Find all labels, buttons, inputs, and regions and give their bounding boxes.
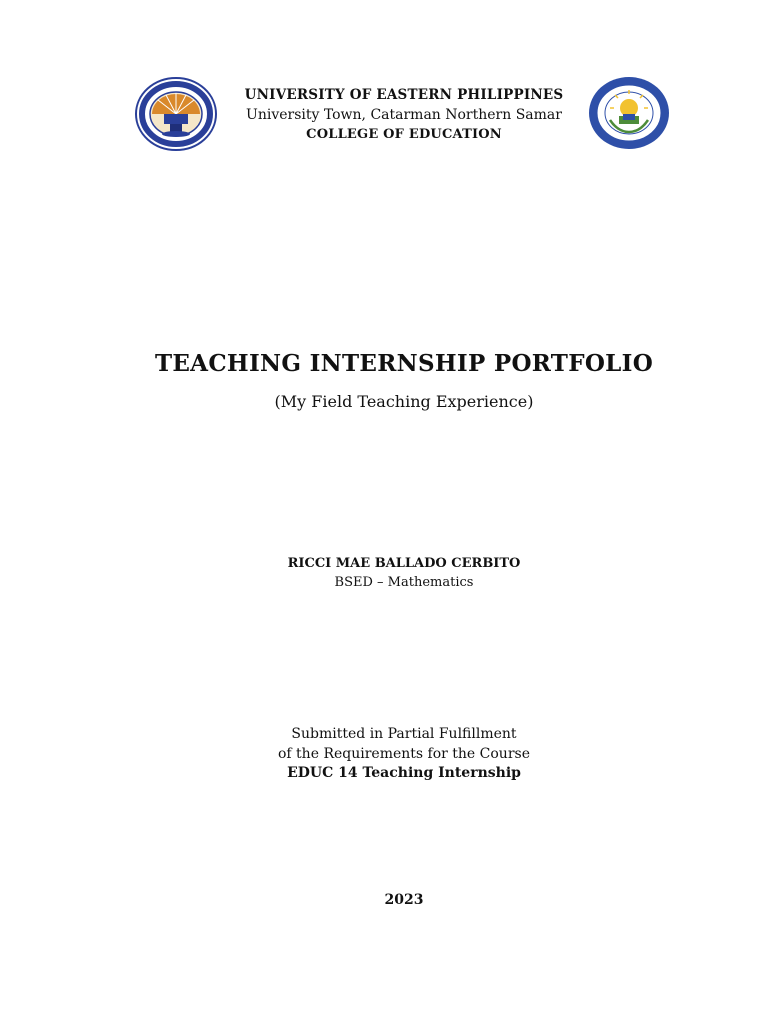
portfolio-subtitle: (My Field Teaching Experience) xyxy=(274,392,534,411)
university-address: University Town, Catarman Northern Samar xyxy=(246,107,562,123)
course-name: EDUC 14 Teaching Internship xyxy=(287,765,521,781)
submission-year: 2023 xyxy=(384,892,424,908)
student-name: RICCI MAE BALLADO CERBITO xyxy=(287,556,521,571)
portfolio-title: TEACHING INTERNSHIP PORTFOLIO xyxy=(154,350,654,377)
college-name: COLLEGE OF EDUCATION xyxy=(306,127,502,142)
submission-line-2: of the Requirements for the Course xyxy=(278,746,530,762)
university-name: UNIVERSITY OF EASTERN PHILIPPINES xyxy=(244,87,564,103)
submission-line-1: Submitted in Partial Fulfillment xyxy=(291,726,517,742)
student-program: BSED – Mathematics xyxy=(334,575,474,590)
